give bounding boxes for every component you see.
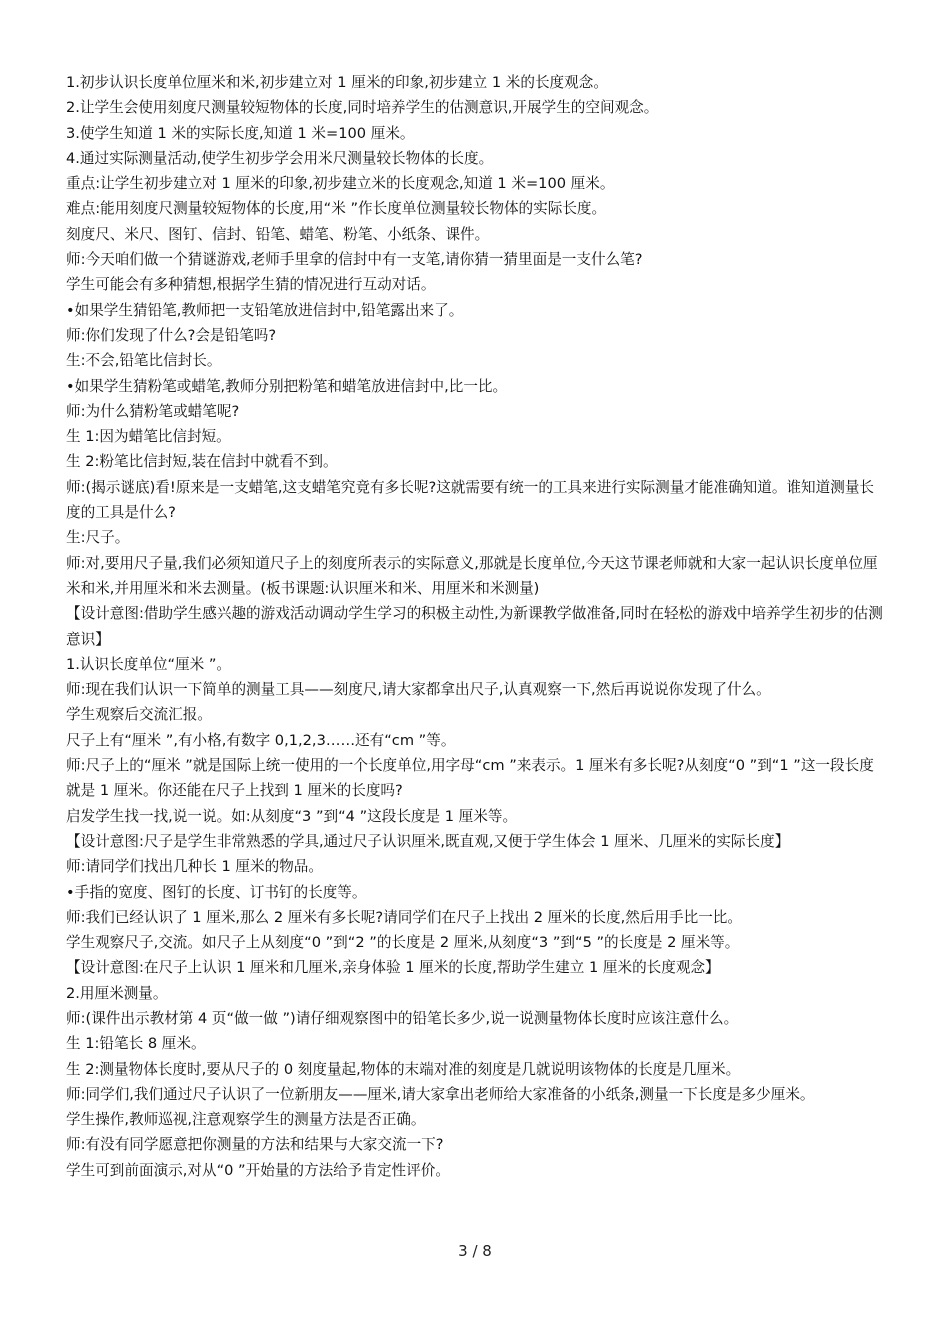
paragraph: 师:为什么猜粉笔或蜡笔呢?	[66, 402, 240, 420]
paragraph: 2.让学生会使用刻度尺测量较短物体的长度,同时培养学生的估测意识,开展学生的空间观念。	[66, 99, 659, 117]
paragraph: 生 1:因为蜡笔比信封短。	[66, 428, 231, 446]
paragraph: 1.初步认识长度单位厘米和米,初步建立对 1 厘米的印象,初步建立 1 米的长度观念。	[66, 74, 608, 91]
paragraph: 刻度尺、米尺、图钉、信封、铅笔、蜡笔、粉笔、小纸条、课件。	[66, 225, 490, 243]
paragraph: 师:有没有同学愿意把你测量的方法和结果与大家交流一下?	[66, 1136, 444, 1154]
page-number: 3 / 8	[458, 1242, 492, 1260]
paragraph: 【设计意图:在尺子上认识 1 厘米和几厘米,亲身体验 1 厘米的长度,帮助学生建立 1 厘米的长度观念】	[66, 959, 720, 977]
paragraph: 2.用厘米测量。	[66, 984, 168, 1002]
paragraph: 师:今天咱们做一个猜谜游戏,老师手里拿的信封中有一支笔,请你猜一猜里面是一支什么笔?	[66, 251, 643, 269]
paragraph: 4.通过实际测量活动,使学生初步学会用米尺测量较长物体的长度。	[66, 149, 494, 167]
paragraph: 师:尺子上的“厘米 ”就是国际上统一使用的一个长度单位,用字母“cm ”来表示。1 厘米有多长呢?从刻度“0 ”到“1 ”这一段长度就是 1 厘米。你还能在尺子上找到 1 厘米的长度吗?	[66, 757, 874, 800]
paragraph: 师:请同学们找出几种长 1 厘米的物品。	[66, 858, 323, 876]
paragraph: 师:(课件出示教材第 4 页“做一做 ”)请仔细观察图中的铅笔长多少,说一说测量物体长度时应该注意什么。	[66, 1009, 739, 1027]
paragraph: 1.认识长度单位“厘米 ”。	[66, 655, 232, 673]
paragraph: 生 2:粉笔比信封短,装在信封中就看不到。	[66, 453, 338, 471]
paragraph: 生 1:铅笔长 8 厘米。	[66, 1035, 206, 1053]
paragraph: 学生操作,教师巡视,注意观察学生的测量方法是否正确。	[66, 1111, 426, 1129]
paragraph: 启发学生找一找,说一说。如:从刻度“3 ”到“4 ”这段长度是 1 厘米等。	[66, 807, 518, 825]
paragraph: 师:对,要用尺子量,我们必须知道尺子上的刻度所表示的实际意义,那就是长度单位,今天这节课老师就和大家一起认识长度单位厘米和米,并用厘米和米去测量。(板书课题:认识厘米和米、用厘米和米测量)	[66, 554, 878, 597]
paragraph: 师:现在我们认识一下简单的测量工具——刻度尺,请大家都拿出尺子,认真观察一下,然后再说说你发现了什么。	[66, 681, 771, 699]
paragraph: 师:同学们,我们通过尺子认识了一位新朋友——厘米,请大家拿出老师给大家准备的小纸条,测量一下长度是多少厘米。	[66, 1085, 815, 1103]
paragraph: 师:(揭示谜底)看!原来是一支蜡笔,这支蜡笔究竟有多长呢?这就需要有统一的工具来进行实际测量才能准确知道。谁知道测量长度的工具是什么?	[66, 478, 875, 522]
paragraph: 重点:让学生初步建立对 1 厘米的印象,初步建立米的长度观念,知道 1 米=100 厘米。	[66, 175, 615, 193]
paragraph: 难点:能用刻度尺测量较短物体的长度,用“米 ”作长度单位测量较长物体的实际长度。	[66, 200, 607, 218]
paragraph: 学生可能会有多种猜想,根据学生猜的情况进行互动对话。	[66, 276, 436, 294]
paragraph: 生 2:测量物体长度时,要从尺子的 0 刻度量起,物体的末端对准的刻度是几就说明该物体的长度是几厘米。	[66, 1060, 741, 1078]
paragraph: •如果学生猜铅笔,教师把一支铅笔放进信封中,铅笔露出来了。	[66, 301, 464, 319]
paragraph: •手指的宽度、图钉的长度、订书钉的长度等。	[66, 883, 367, 901]
paragraph: 生:尺子。	[66, 529, 130, 547]
paragraph: •如果学生猜粉笔或蜡笔,教师分别把粉笔和蜡笔放进信封中,比一比。	[66, 377, 508, 395]
paragraph: 生:不会,铅笔比信封长。	[66, 352, 222, 370]
document-body	[66, 70, 886, 1183]
paragraph: 学生观察尺子,交流。如尺子上从刻度“0 ”到“2 ”的长度是 2 厘米,从刻度“3 ”到“5 ”的长度是 2 厘米等。	[66, 934, 740, 952]
paragraph: 【设计意图:借助学生感兴趣的游戏活动调动学生学习的积极主动性,为新课教学做准备,同时在轻松的游戏中培养学生初步的估测意识】	[66, 605, 883, 648]
paragraph: 师:我们已经认识了 1 厘米,那么 2 厘米有多长呢?请同学们在尺子上找出 2 厘米的长度,然后用手比一比。	[66, 908, 742, 926]
paragraph: 尺子上有“厘米 ”,有小格,有数字 0,1,2,3……还有“cm ”等。	[66, 731, 456, 749]
paragraph: 【设计意图:尺子是学生非常熟悉的学具,通过尺子认识厘米,既直观,又便于学生体会 1 厘米、几厘米的实际长度】	[66, 832, 790, 850]
paragraph: 师:你们发现了什么?会是铅笔吗?	[66, 326, 277, 344]
paragraph: 3.使学生知道 1 米的实际长度,知道 1 米=100 厘米。	[66, 124, 415, 142]
paragraph: 学生可到前面演示,对从“0 ”开始量的方法给予肯定性评价。	[66, 1161, 450, 1179]
paragraph: 学生观察后交流汇报。	[66, 706, 212, 724]
